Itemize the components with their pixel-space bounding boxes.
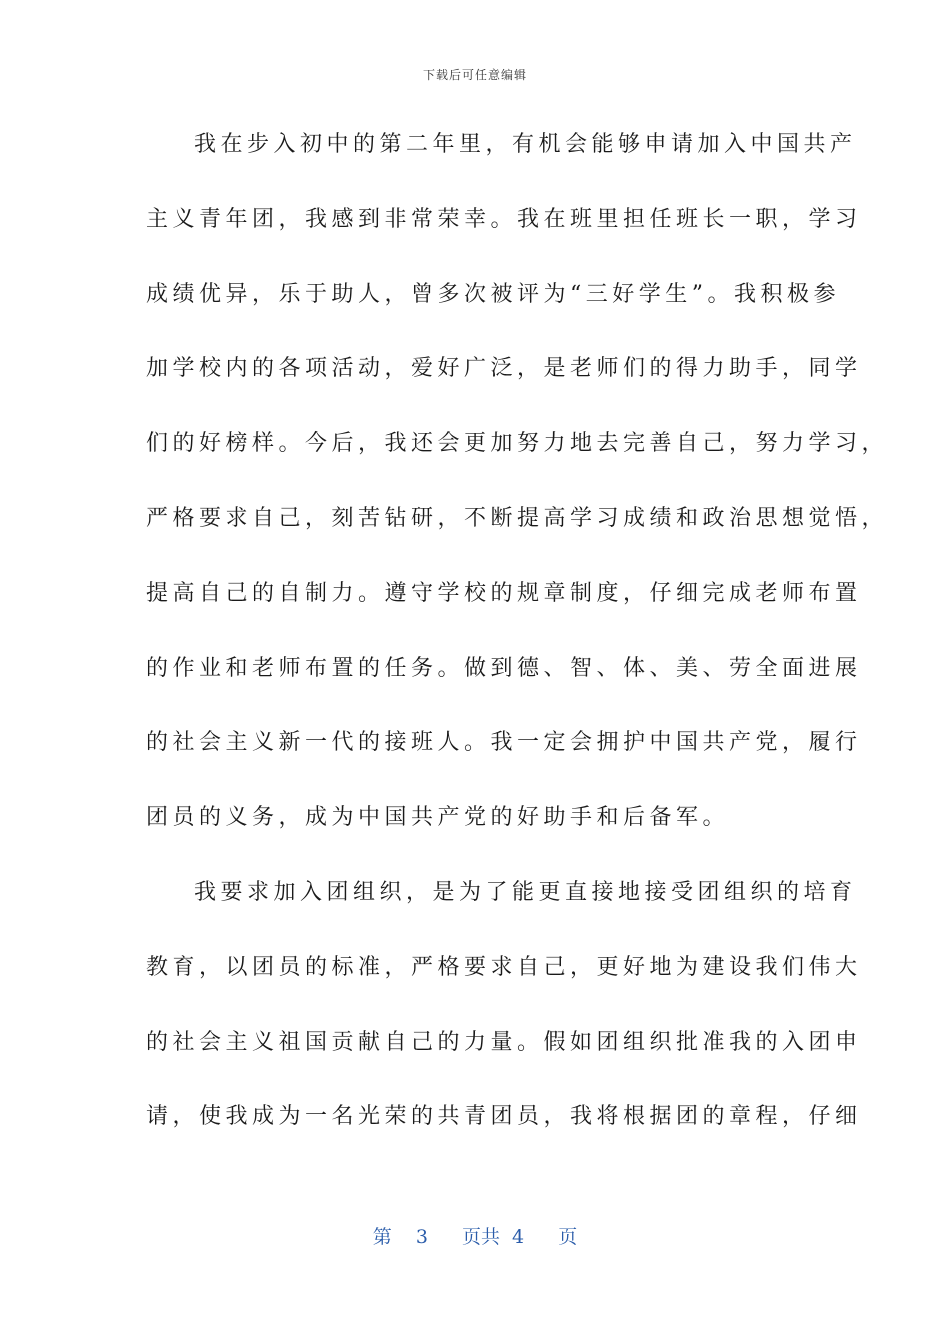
text-line: 们的好榜样。今后，我还会更加努力地去完善自己，努力学习， xyxy=(146,431,889,457)
text-line: 加学校内的各项活动，爱好广泛，是老师们的得力助手，同学 xyxy=(146,356,862,382)
page-header: 下载后可任意编辑 xyxy=(422,68,527,82)
footer-suffix: 页 xyxy=(558,1226,578,1248)
body-text xyxy=(146,120,889,1167)
footer-prefix: 第 xyxy=(372,1226,392,1248)
text-line: 的社会主义祖国贡献自己的力量。假如团组织批准我的入团申 xyxy=(146,1029,862,1055)
text-line: 严格要求自己，刻苦钻研，不断提高学习成绩和政治思想觉悟， xyxy=(146,505,889,531)
page-footer xyxy=(0,1222,950,1249)
text-line: 的社会主义新一代的接班人。我一定会拥护中国共产党，履行 xyxy=(146,730,862,756)
footer-total-pages: 4 xyxy=(512,1226,525,1248)
text-line: 提高自己的自制力。遵守学校的规章制度，仔细完成老师布置 xyxy=(146,580,862,606)
footer-current-page: 3 xyxy=(415,1226,428,1248)
text-line: 成绩优异，乐于助人，曾多次被评为“三好学生”。我积极参 xyxy=(146,281,840,307)
text-line: 教育，以团员的标准，严格要求自己，更好地为建设我们伟大 xyxy=(146,954,862,980)
text-line: 我要求加入团组织，是为了能更直接地接受团组织的培育 xyxy=(194,879,857,905)
text-line: 请，使我成为一名光荣的共青团员，我将根据团的章程，仔细 xyxy=(146,1104,862,1130)
text-line: 团员的义务，成为中国共产党的好助手和后备军。 xyxy=(146,805,730,831)
footer-middle: 页共 xyxy=(461,1226,500,1248)
text-line: 主义青年团，我感到非常荣幸。我在班里担任班长一职，学习 xyxy=(146,206,862,232)
text-line: 我在步入初中的第二年里，有机会能够申请加入中国共产 xyxy=(194,132,857,157)
text-line: 的作业和老师布置的任务。做到德、智、体、美、劳全面进展 xyxy=(146,655,862,681)
